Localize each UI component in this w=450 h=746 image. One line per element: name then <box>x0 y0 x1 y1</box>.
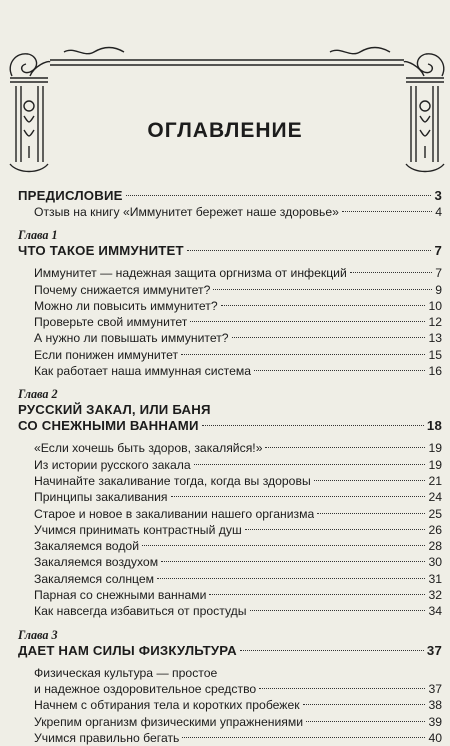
toc-subentry-label: А нужно ли повышать иммунитет? <box>34 331 229 346</box>
toc-subentry-label: Начнем с обтирания тела и коротких пробежек <box>34 698 300 713</box>
toc-subentry[interactable] <box>18 314 442 330</box>
chapter-label: Глава 1 <box>18 228 58 243</box>
toc-page-number: 21 <box>428 473 442 488</box>
toc-subentry-label: Учимся правильно бегать <box>34 730 180 745</box>
toc-subentry-label: «Если хочешь быть здоров, закаляйся!» <box>34 441 263 456</box>
toc-subentry[interactable] <box>18 571 442 587</box>
toc-page-number: 12 <box>428 315 442 330</box>
toc-page-number: 10 <box>428 298 442 313</box>
dot-leader <box>142 545 425 546</box>
toc-page-number: 37 <box>426 642 442 658</box>
toc-subentry-label: Почему снижается иммунитет? <box>34 282 211 297</box>
toc-subentry[interactable] <box>18 265 442 281</box>
dot-leader <box>187 250 432 251</box>
dot-leader <box>209 594 425 595</box>
toc-page-number: 34 <box>428 604 442 619</box>
toc-subentry[interactable] <box>18 457 442 473</box>
toc-page-number: 7 <box>435 266 442 281</box>
dot-leader <box>171 496 426 497</box>
dot-leader <box>161 561 425 562</box>
toc-subentry[interactable] <box>18 554 442 570</box>
toc-subentry-label: Старое и новое в закаливании нашего организма <box>34 506 315 521</box>
toc-page-number: 38 <box>428 698 442 713</box>
toc-subentry-label: Учимся принимать контрастный душ <box>34 522 242 537</box>
toc-page-number: 24 <box>428 490 442 505</box>
ornament-border-icon <box>4 46 450 176</box>
toc-subentry[interactable] <box>18 363 442 379</box>
toc-page-number: 19 <box>428 457 442 472</box>
toc-page-number: 9 <box>435 282 442 297</box>
dot-leader <box>342 211 432 212</box>
toc-subentry[interactable] <box>18 489 442 505</box>
toc-subentry[interactable] <box>18 298 442 314</box>
toc-subentry-label: Проверьте свой иммунитет <box>34 315 188 330</box>
dot-leader <box>250 610 426 611</box>
toc-subentry[interactable] <box>18 603 442 619</box>
toc-subentry[interactable] <box>18 506 442 522</box>
dot-leader <box>240 650 424 651</box>
toc-subentry[interactable] <box>18 587 442 603</box>
toc-entry-preface[interactable] <box>18 188 442 204</box>
toc-page-number: 25 <box>428 506 442 521</box>
toc-subentry-label: Из истории русского закала <box>34 457 191 472</box>
toc-subentry-label: Укрепим организм физическими упражнениями <box>34 714 304 729</box>
toc-page-number: 19 <box>428 441 442 456</box>
dot-leader <box>254 370 425 371</box>
toc-page-number: 28 <box>428 539 442 554</box>
toc-subentry-label: Можно ли повысить иммунитет? <box>34 298 218 313</box>
toc-subentry-label: Иммунитет — надежная защита оргнизма от инфекций <box>34 266 347 281</box>
toc-entry-label: ПРЕДИСЛОВИЕ <box>18 188 123 203</box>
toc-subentry[interactable] <box>18 681 442 697</box>
dot-leader <box>350 272 432 273</box>
toc-entry-label: СО СНЕЖНЫМИ ВАННАМИ <box>18 418 199 434</box>
ornamental-header-frame <box>4 46 450 176</box>
toc-subentry-label: Начинайте закаливание тогда, когда вы здоровы <box>34 473 311 488</box>
toc-entry-chapter-2[interactable] <box>18 418 442 434</box>
toc-subentry[interactable] <box>18 697 442 713</box>
toc-subentry-label: Принципы закаливания <box>34 490 168 505</box>
chapter-title-line: РУССКИЙ ЗАКАЛ, ИЛИ БАНЯ <box>18 402 211 418</box>
toc-subentry[interactable] <box>18 330 442 346</box>
toc-subentry-label: Как работает наша иммунная система <box>34 364 252 379</box>
dot-leader <box>182 737 425 738</box>
dot-leader <box>245 529 426 530</box>
dot-leader <box>126 195 432 196</box>
dot-leader <box>181 354 425 355</box>
toc-subentry-label: Парная со снежными ваннами <box>34 588 207 603</box>
table-of-contents <box>18 188 442 746</box>
toc-subentry[interactable] <box>18 204 442 220</box>
dot-leader <box>303 704 426 705</box>
toc-subentry[interactable] <box>18 440 442 456</box>
toc-entry-chapter-3[interactable] <box>18 643 442 659</box>
toc-entry-chapter-1[interactable] <box>18 243 442 259</box>
toc-subentry-label: и надежное оздоровительное средство <box>34 681 257 696</box>
toc-page-number: 37 <box>428 681 442 696</box>
toc-page-number: 18 <box>426 418 442 434</box>
dot-leader <box>202 425 424 426</box>
dot-leader <box>190 321 425 322</box>
toc-page-number: 30 <box>428 555 442 570</box>
toc-page-number: 13 <box>428 331 442 346</box>
toc-subentry[interactable] <box>18 730 442 746</box>
toc-subentry-label: Как навсегда избавиться от простуды <box>34 604 247 619</box>
dot-leader <box>213 289 432 290</box>
dot-leader <box>259 688 425 689</box>
toc-subentry-label: Если понижен иммунитет <box>34 347 179 362</box>
toc-subentry-label: Отзыв на книгу «Иммунитет бережет наше здоровье» <box>34 205 339 219</box>
dot-leader <box>157 578 425 579</box>
toc-subentry-line: Физическая культура — простое <box>34 665 218 680</box>
toc-page-number: 32 <box>428 588 442 603</box>
dot-leader <box>221 305 426 306</box>
toc-page-number: 3 <box>434 188 442 203</box>
toc-subentry-label: Закаляемся воздухом <box>34 555 159 570</box>
dot-leader <box>306 721 425 722</box>
toc-page-number: 39 <box>428 714 442 729</box>
toc-entry-label: ДАЕТ НАМ СИЛЫ ФИЗКУЛЬТУРА <box>18 642 237 658</box>
toc-subentry[interactable] <box>18 347 442 363</box>
chapter-label: Глава 3 <box>18 627 58 642</box>
dot-leader <box>265 447 425 448</box>
toc-subentry[interactable] <box>18 473 442 489</box>
toc-subentry[interactable] <box>18 714 442 730</box>
toc-page-number: 15 <box>428 347 442 362</box>
toc-page-number: 31 <box>428 571 442 586</box>
toc-page-number: 40 <box>428 730 442 745</box>
toc-subentry[interactable] <box>18 522 442 538</box>
toc-entry-label: ЧТО ТАКОЕ ИММУНИТЕТ <box>18 243 184 259</box>
toc-page-number: 16 <box>428 364 442 379</box>
toc-subentry[interactable] <box>18 282 442 298</box>
toc-page-number: 4 <box>435 205 442 219</box>
toc-page-number: 26 <box>428 522 442 537</box>
toc-subentry[interactable] <box>18 538 442 554</box>
toc-subentry-label: Закаляемся солнцем <box>34 571 155 586</box>
dot-leader <box>194 464 426 465</box>
toc-subentry-label: Закаляемся водой <box>34 539 140 554</box>
chapter-label: Глава 2 <box>18 387 58 402</box>
page-title: ОГЛАВЛЕНИЕ <box>147 119 303 142</box>
dot-leader <box>317 513 425 514</box>
dot-leader <box>232 337 426 338</box>
dot-leader <box>314 480 426 481</box>
toc-page-number: 7 <box>434 243 442 259</box>
